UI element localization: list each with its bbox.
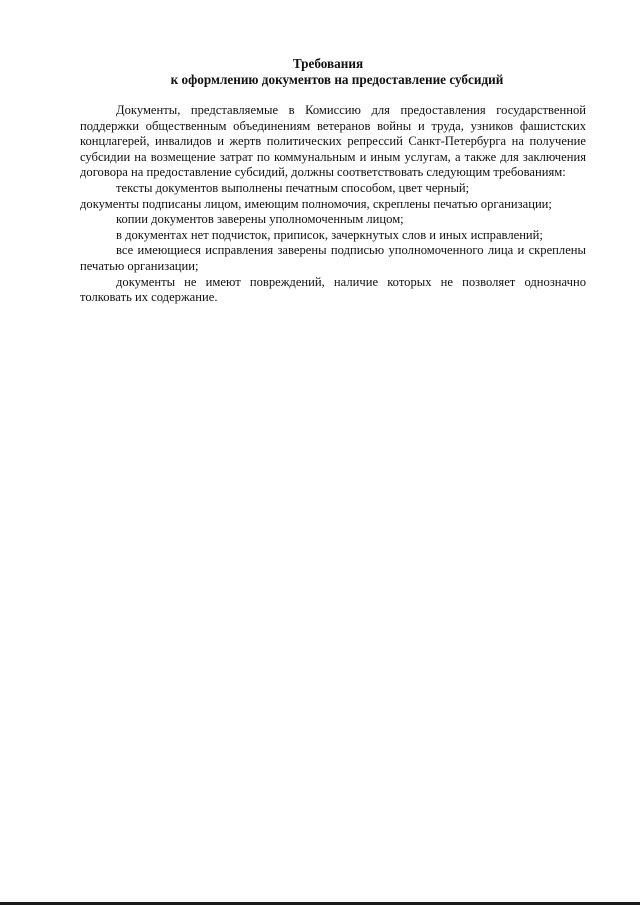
requirement-item: документы подписаны лицом, имеющим полномочия, скреплены печатью организации; <box>80 196 552 211</box>
document-title: Требования <box>292 56 364 71</box>
document-subtitle: к оформлению документов на предоставление субсидий <box>170 72 504 87</box>
requirement-item: все имеющиеся исправления заверены подписью уполномоченного лица и скреплены печатью организации; <box>80 243 586 273</box>
requirement-item: документы не имеют повреждений, наличие которых не позволяет однозначно толковать их содержание. <box>80 274 586 305</box>
intro-paragraph: Документы, представляемые в Комиссию для предоставления государственной поддержки общественным объединениям ветеранов войны и труда, узников фашистских концлагерей, инвалидов и жертв политических репрессий Санкт-Петербурга на получение субсидии на возмещение затрат по коммунальным и иным услугам, а также для заключения договора на предоставление субсидий, должны соответствовать следующим требованиям: <box>80 103 586 180</box>
document-body <box>80 103 586 306</box>
requirement-item: в документах нет подчисток, приписок, зачеркнутых слов и иных исправлений; <box>116 227 543 242</box>
requirement-item: тексты документов выполнены печатным способом, цвет черный; <box>116 180 470 195</box>
requirement-item: копии документов заверены уполномоченным лицом; <box>116 212 404 227</box>
